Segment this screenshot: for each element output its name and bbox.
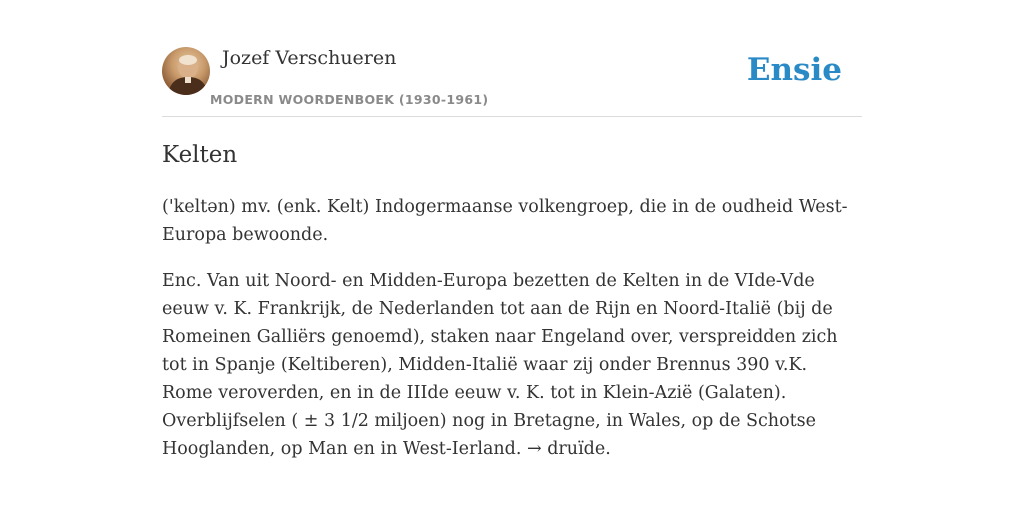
brand-logo[interactable]: Ensie xyxy=(746,52,842,88)
entry-encyclopedia-text: Enc. Van uit Noord- en Midden-Europa bezetten de Kelten in de VIde-Vde eeuw v. K. Frankrijk, de Nederlanden tot aan de Rijn en Noord-Italië (bij de Romeinen Galliërs genoemd), staken naar Engeland over, verspreidden zich tot in Spanje (Keltiberen), Midden-Italië waar zij onder Brennus 390 v.K. Rome veroverden, en in de IIIde eeuw v. K. tot in Klein-Azië (Galaten). Overblijfselen ( ± 3 1/2 miljoen) nog in Bretagne, in Wales, op de Schotse Hooglanden, op Man en in West-Ierland. → druïde. xyxy=(162,271,838,459)
source-label: MODERN WOORDENBOEK (1930-1961) xyxy=(210,92,489,107)
entry-definition: ('keltən) mv. (enk. Kelt) Indogermaanse volkengroep, die in de oudheid West-Europa bewoonde. xyxy=(162,197,848,245)
entry-card xyxy=(162,40,862,463)
portrait-image xyxy=(162,47,210,95)
author-name[interactable]: Jozef Verschueren xyxy=(222,47,397,69)
entry-header xyxy=(162,40,862,117)
author-avatar[interactable] xyxy=(162,47,210,95)
entry-title: Kelten xyxy=(162,142,238,168)
